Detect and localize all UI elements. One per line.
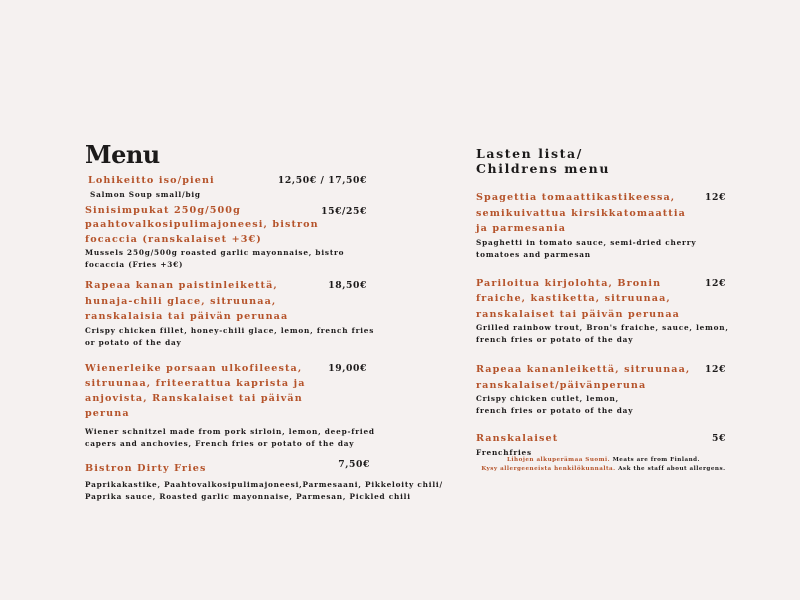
origin-note-fi: Lihojen alkuperämaa Suomi. xyxy=(506,457,611,463)
menu-item-dirty-fries xyxy=(85,458,443,504)
item-price: 5€ xyxy=(712,433,726,444)
item-name: Spagettia tomaattikastikeessa, semikuivattua kirsikkatomaattia ja parmesania xyxy=(476,192,686,234)
item-price: 12€ xyxy=(705,192,726,203)
menu-item-salmon-soup xyxy=(88,173,375,200)
item-price: 18,50€ xyxy=(328,280,367,291)
kids-title-line1: Lasten lista/ xyxy=(476,146,583,161)
footer-line-allergens xyxy=(476,465,731,474)
item-description-line1: Crispy chicken cutlet, lemon, xyxy=(476,394,619,403)
item-price: 12€ xyxy=(705,277,726,289)
allergen-note-en: Ask the staff about allergens. xyxy=(618,466,726,472)
item-name: Bistron Dirty Fries xyxy=(85,462,207,474)
origin-note-en: Meats are from Finland. xyxy=(612,457,701,463)
item-price: 12€ xyxy=(705,364,726,375)
item-price: 12,50€ / 17,50€ xyxy=(277,175,367,186)
item-description: Frenchfries xyxy=(476,447,532,457)
main-menu-column xyxy=(85,140,443,503)
item-name: Sinisimpukat 250g/500g paahtovalkosipulimajoneesi, bistron focaccia (ranskalaiset +3€) xyxy=(85,204,319,245)
item-name: Wienerleike porsaan ulkofileesta, sitruunaa, friteerattua kaprista ja anjovista, Ranskalaiset tai päivän peruna xyxy=(85,362,306,419)
item-description: Spaghetti in tomato sauce, semi-dried cherry tomatoes and parmesan xyxy=(476,237,697,259)
allergen-footer xyxy=(476,456,731,474)
item-name: Pariloitua kirjolohta, Bronin fraiche, kastiketta, sitruunaa, ranskalaiset tai päivän perunaa xyxy=(476,277,680,320)
item-price: 19,00€ xyxy=(328,362,367,374)
kids-title-line2: Childrens menu xyxy=(476,161,611,176)
menu-title: Menu xyxy=(85,140,160,169)
item-description: Wiener schnitzel made from pork sirloin, lemon, deep-fried capers and anchovies, French fries or potato of the day xyxy=(85,426,375,448)
item-description: Paprikakastike, Paahtovalkosipulimajoneesi,Parmesaani, Pikkeloity chili/ Paprika sauce, Roasted garlic mayonnaise, Parmesan, Pickled chili xyxy=(85,480,443,501)
item-name: Lohikeitto iso/pieni xyxy=(88,175,215,186)
footer-line-origin xyxy=(476,456,731,465)
item-description-line2: french fries or potato of the day xyxy=(476,406,634,415)
item-description: Salmon Soup small/big xyxy=(90,189,201,199)
menu-item-mussels xyxy=(85,204,375,272)
item-name: Rapeaa kananleikettä, sitruunaa, ranskalaiset/päivänperuna xyxy=(476,364,691,391)
kids-menu-column xyxy=(476,146,731,459)
menu-item-chicken-fillet xyxy=(85,278,375,349)
kids-item-spaghetti xyxy=(476,190,731,261)
kids-item-french-fries xyxy=(476,431,731,459)
allergen-note-fi: Kysy allergeeneista henkilökunnalta. xyxy=(481,466,616,472)
menu-item-wiener-schnitzel xyxy=(85,361,375,450)
item-price: 7,50€ xyxy=(338,458,370,470)
item-description: Grilled rainbow trout, Bron's fraiche, sauce, lemon, french fries or potato of the day xyxy=(476,323,729,344)
kids-menu-title xyxy=(476,146,731,176)
item-description: Mussels 250g/500g roasted garlic mayonnaise, bistro focaccia (Fries +3€) xyxy=(85,248,345,269)
item-description: Crispy chicken fillet, honey-chili glace, lemon, french fries or potato of the day xyxy=(85,325,375,347)
item-name: Ranskalaiset xyxy=(476,433,559,444)
item-price: 15€/25€ xyxy=(321,205,367,217)
kids-item-rainbow-trout xyxy=(476,276,731,347)
kids-item-chicken-cutlet xyxy=(476,362,731,417)
item-name: Rapeaa kanan paistinleikettä, hunaja-chili glace, sitruunaa, ranskalaisia tai päivän perunaa xyxy=(85,280,289,322)
